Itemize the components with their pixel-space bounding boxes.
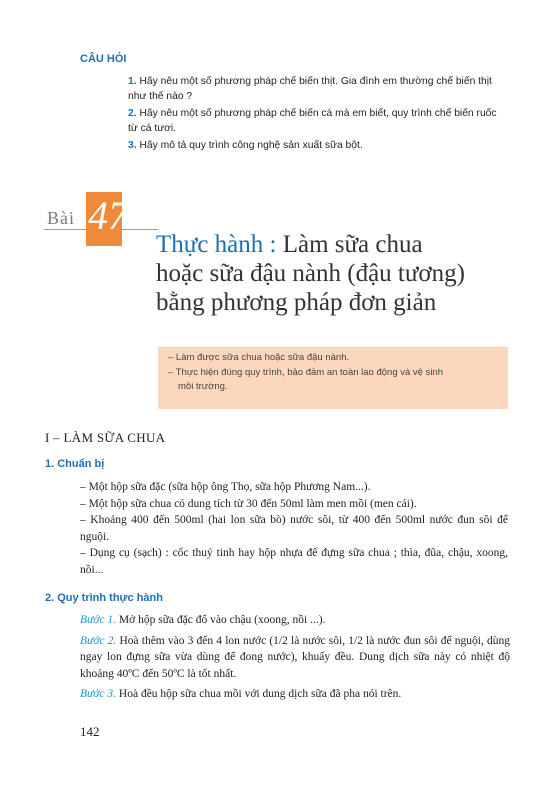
title-rest: Làm sữa chua xyxy=(276,231,423,258)
questions-list xyxy=(128,74,508,155)
step-text: Hoà đều hộp sữa chua mồi với dung dịch sữa đã pha nói trên. xyxy=(116,688,402,700)
title-line-1 xyxy=(156,230,536,259)
procedure-steps xyxy=(80,612,510,707)
question-number: 1. xyxy=(128,76,137,87)
goal-item: – Thực hiện đúng quy trình, bảo đảm an toàn lao động và vệ sinh xyxy=(168,366,444,378)
step-item xyxy=(80,633,510,683)
page-number: 142 xyxy=(80,724,100,739)
preparation-list xyxy=(80,479,508,578)
title-line-3: bằng phương pháp đơn giản xyxy=(156,289,437,316)
step-text: Mở hộp sữa đặc đổ vào chậu (xoong, nồi ...). xyxy=(116,614,326,626)
prep-item: – Một hộp sữa đặc (sữa hộp ông Thọ, sữa hộp Phương Nam...). xyxy=(80,481,371,493)
prep-item: – Một hộp sữa chua có dung tích từ 30 đến 50ml làm men mồi (men cái). xyxy=(80,497,417,510)
prep-item: – Khoảng 400 đến 500ml (hai lon sữa bò) nước sôi, từ 400 đến 500ml nước đun sôi để nguội. xyxy=(80,514,508,543)
prep-item: – Dụng cụ (sạch) : cốc thuỷ tinh hay hộp nhựa để đựng sữa chua ; thìa, đũa, chậu, xoong, nồi... xyxy=(80,547,508,576)
question-item xyxy=(128,138,508,153)
lesson-number: 47 xyxy=(88,193,128,238)
goal-item: – Làm được sữa chua hoặc sữa đậu nành. xyxy=(168,352,350,363)
question-item xyxy=(128,74,508,104)
question-text: Hãy mô tả quy trình công nghệ sản xuất sữa bột. xyxy=(139,140,363,151)
subsection-procedure: 2. Quy trình thực hành xyxy=(45,592,163,604)
step-item xyxy=(80,612,510,629)
question-item xyxy=(128,106,508,136)
step-label: Bước 2. xyxy=(80,634,117,647)
question-text: Hãy nêu một số phương pháp chế biến thịt. Gia đình em thường chế biến thịt như thế nào ? xyxy=(128,76,492,102)
goal-item-continuation: môi trường. xyxy=(178,381,228,392)
question-number: 2. xyxy=(128,108,137,119)
questions-header: CÂU HỎI xyxy=(80,53,127,65)
step-label: Bước 3. xyxy=(80,688,117,700)
lesson-word: Bài xyxy=(47,208,75,228)
lesson-title xyxy=(156,230,536,317)
title-accent: Thực hành : xyxy=(156,231,277,258)
step-text: Hoà thêm vào 3 đến 4 lon nước (1/2 là nước sôi, 1/2 là nước đun sôi để nguội, dùng ngay lon đựng sữa vừa dùng để đong nước), khuấy đều. Dung dịch sữa này có nhiệt độ khoảng 40ºC đến 50ºC là tốt nhất. xyxy=(80,634,510,680)
learning-goals-box xyxy=(158,347,508,409)
step-item xyxy=(80,686,510,703)
question-number: 3. xyxy=(128,140,137,151)
section-title: I – LÀM SỮA CHUA xyxy=(45,430,166,445)
step-label: Bước 1. xyxy=(80,614,117,626)
title-line-2: hoặc sữa đậu nành (đậu tương) xyxy=(156,260,465,287)
question-text: Hãy nêu một số phương pháp chế biến cá mà em biết, quy trình chế biến ruốc từ cá tươi. xyxy=(128,108,497,134)
subsection-preparation: 1. Chuẩn bị xyxy=(45,458,105,470)
